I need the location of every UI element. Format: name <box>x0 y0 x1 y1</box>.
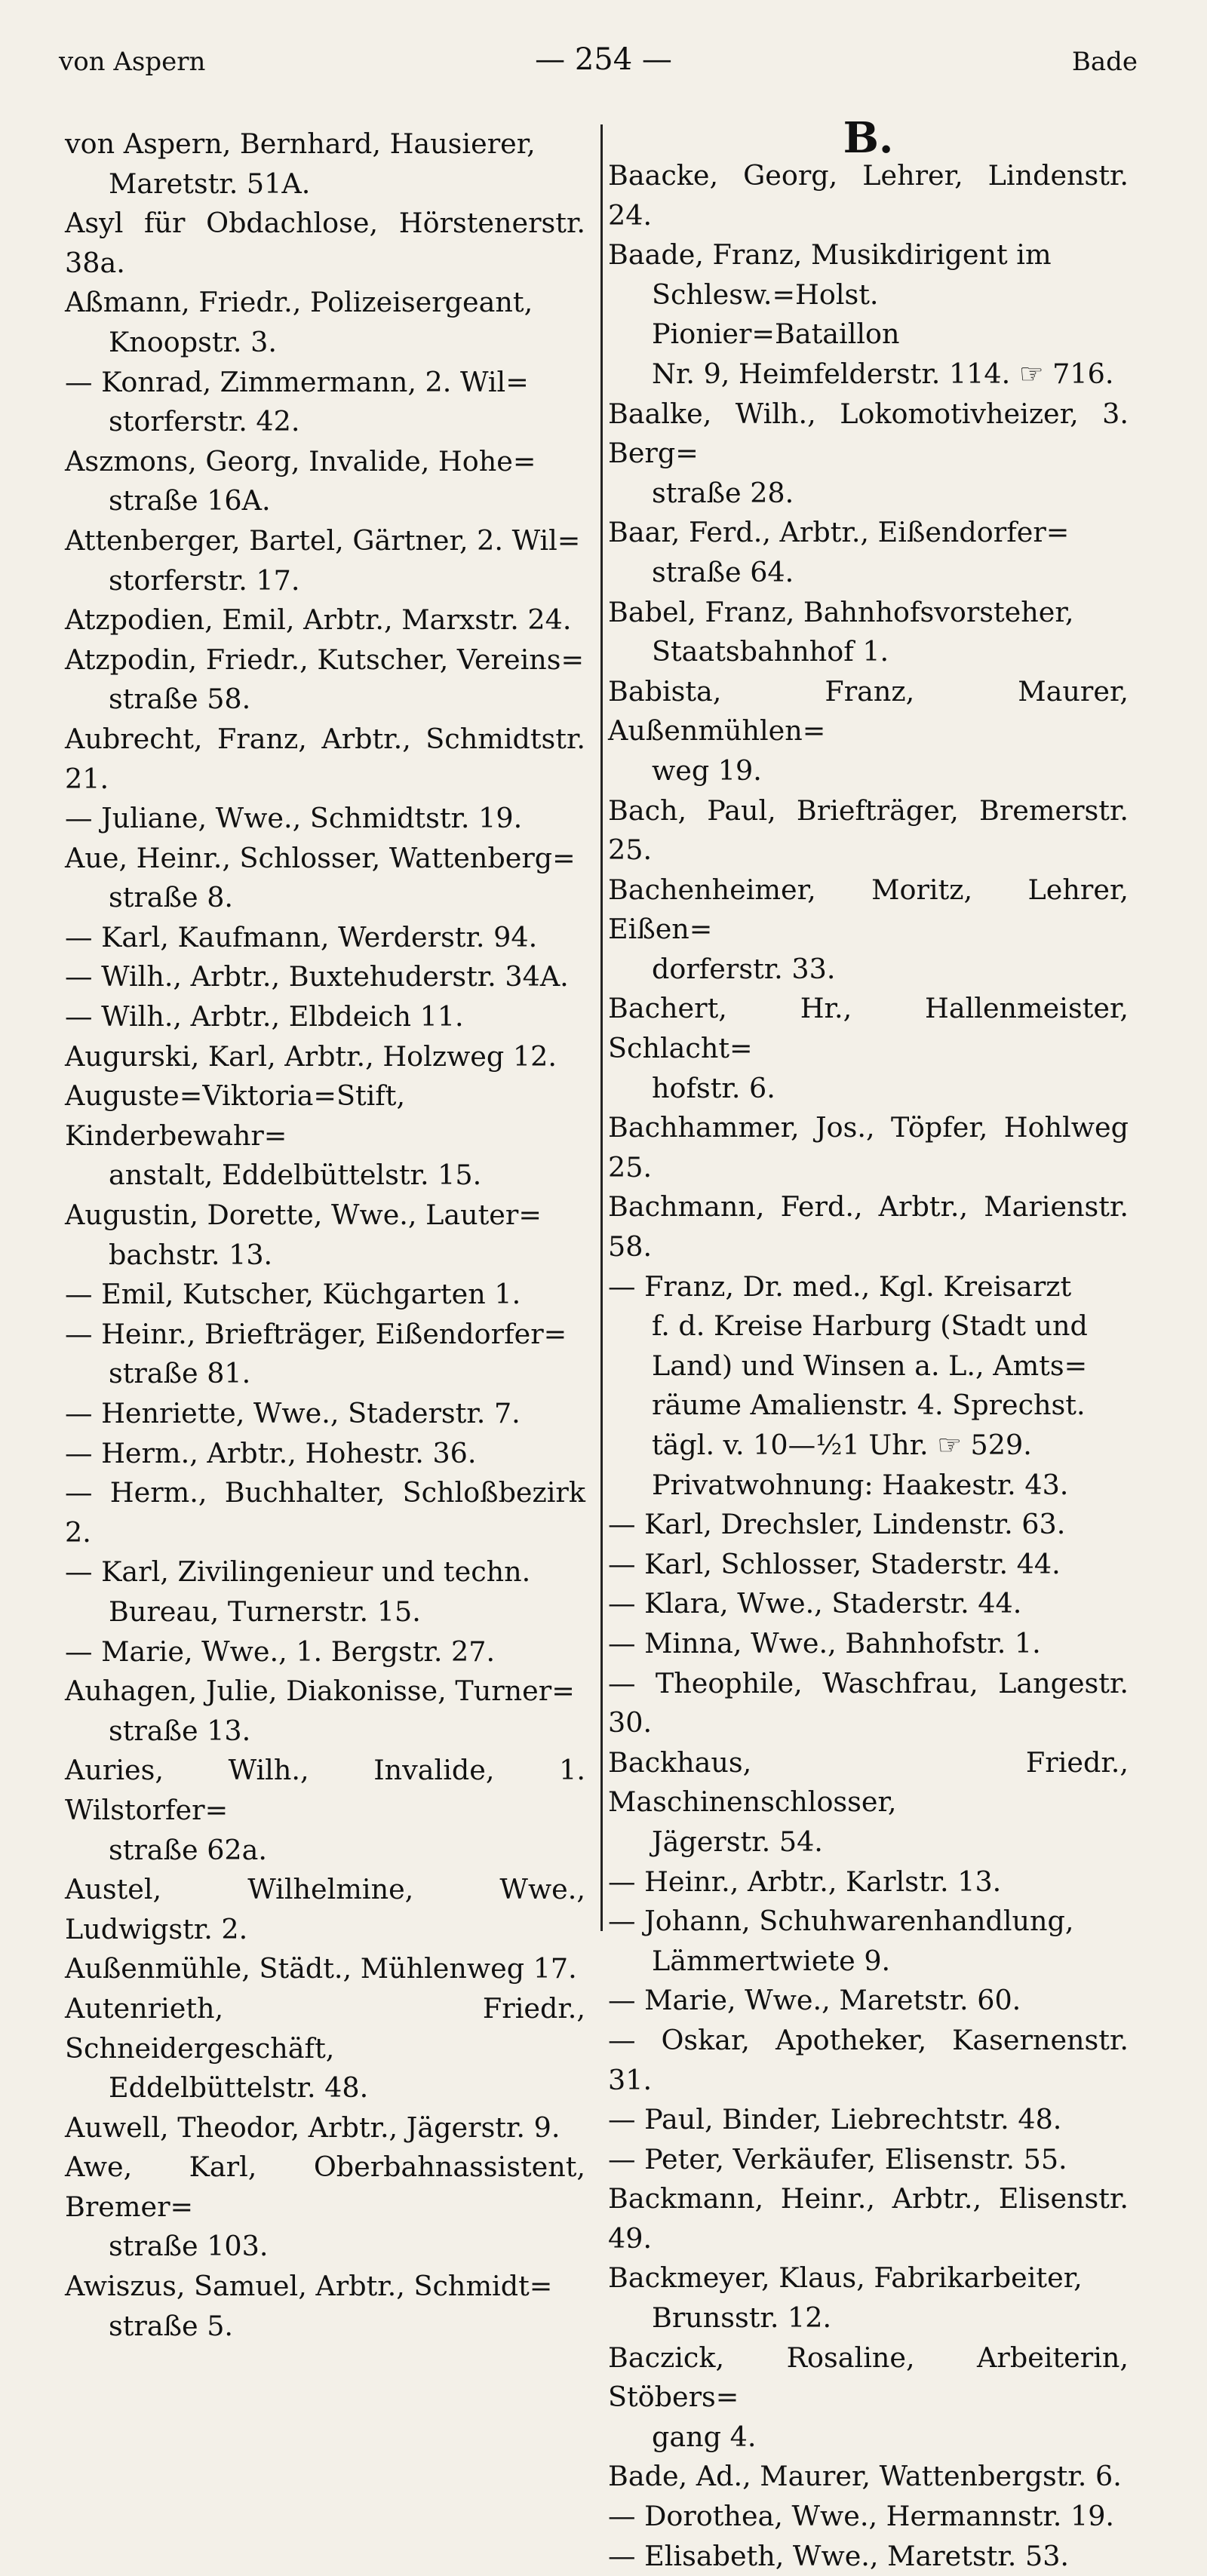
entry-continuation-line: hofstr. 6. <box>652 1071 775 1104</box>
directory-entry <box>65 1672 585 1751</box>
directory-entry <box>65 799 585 839</box>
directory-entry <box>65 2267 585 2346</box>
entry-continuation-line: straße 62a. <box>109 1833 267 1866</box>
directory-entry <box>608 1664 1129 1743</box>
entry-line: Baacke, Georg, Lehrer, Lindenstr. 24. <box>608 159 1129 232</box>
entry-line: — Herm., Arbtr., Hohestr. 36. <box>65 1436 477 1469</box>
entry-line: Augurski, Karl, Arbtr., Holzweg 12. <box>65 1039 557 1073</box>
entry-continuation-line: Land) und Winsen a. L., Amts= <box>652 1349 1088 1382</box>
entry-line: Baalke, Wilh., Lokomotivheizer, 3. Berg= <box>608 397 1129 470</box>
entry-continuation-line: Eddelbüttelstr. 48. <box>109 2071 369 2105</box>
directory-entry <box>65 283 585 362</box>
directory-entry <box>608 1108 1129 1187</box>
entry-line: Atzpodin, Friedr., Kutscher, Vereins= <box>65 643 585 676</box>
directory-entry <box>65 720 585 799</box>
entry-line: — Herm., Buchhalter, Schloßbezirk 2. <box>65 1476 585 1549</box>
entry-line: Auhagen, Julie, Diakonisse, Turner= <box>65 1675 575 1708</box>
entry-continuation-line: straße 13. <box>109 1714 251 1747</box>
entry-line: — Konrad, Zimmermann, 2. Wil= <box>65 365 529 398</box>
directory-entry <box>65 1552 585 1632</box>
entry-line: — Marie, Wwe., Maretstr. 60. <box>608 1984 1021 2017</box>
directory-entry <box>65 1434 585 1474</box>
directory-entry <box>65 839 585 918</box>
entry-line: — Wilh., Arbtr., Buxtehuderstr. 34A. <box>65 960 569 993</box>
directory-entry <box>65 1196 585 1275</box>
entry-continuation-line: Privatwohnung: Haakestr. 43. <box>652 1468 1069 1501</box>
entry-continuation-line: straße 58. <box>109 683 251 716</box>
directory-entry <box>608 2021 1129 2100</box>
directory-entry <box>65 1949 585 1989</box>
directory-entry <box>65 1473 585 1552</box>
directory-entry <box>608 156 1129 235</box>
directory-entry <box>65 1037 585 1077</box>
directory-entry <box>65 521 585 600</box>
directory-entry <box>608 672 1129 791</box>
entry-line: Augustin, Dorette, Wwe., Lauter= <box>65 1199 542 1232</box>
entry-line: — Johann, Schuhwarenhandlung, <box>608 1905 1074 1938</box>
directory-entry <box>608 2179 1129 2258</box>
entry-line: Bach, Paul, Briefträger, Bremerstr. 25. <box>608 794 1129 867</box>
entry-continuation-line: straße 81. <box>109 1357 251 1390</box>
entry-line: — Henriette, Wwe., Staderstr. 7. <box>65 1397 521 1429</box>
entry-line: — Elisabeth, Wwe., Maretstr. 53. <box>608 2539 1070 2572</box>
entry-line: — Dorothea, Wwe., Hermannstr. 19. <box>608 2500 1115 2533</box>
entry-continuation-line: storferstr. 42. <box>109 405 300 438</box>
directory-entry <box>608 235 1129 394</box>
entry-line: Attenberger, Bartel, Gärtner, 2. Wil= <box>65 523 581 557</box>
entry-continuation-line: gang 4. <box>652 2420 757 2453</box>
directory-entry <box>608 791 1129 870</box>
entry-line: — Theophile, Waschfrau, Langestr. 30. <box>608 1666 1129 1739</box>
entry-line: Auwell, Theodor, Arbtr., Jägerstr. 9. <box>65 2111 561 2144</box>
entry-line: — Minna, Wwe., Bahnhofstr. 1. <box>608 1626 1041 1660</box>
directory-entry <box>65 1275 585 1315</box>
entry-line: Außenmühle, Städt., Mühlenweg 17. <box>65 1952 577 1985</box>
directory-entry <box>608 2457 1129 2497</box>
entry-continuation-line: Schlesw.=Holst. Pionier=Bataillon <box>652 278 900 351</box>
directory-entry <box>65 1076 585 1196</box>
entry-line: Backmann, Heinr., Arbtr., Elisenstr. 49. <box>608 2182 1129 2255</box>
directory-entry <box>608 989 1129 1108</box>
directory-entry <box>65 957 585 997</box>
directory-entry <box>65 1315 585 1394</box>
entry-line: Bachenheimer, Moritz, Lehrer, Eißen= <box>608 873 1129 946</box>
entry-line: — Marie, Wwe., 1. Bergstr. 27. <box>65 1635 496 1668</box>
entry-line: Autenrieth, Friedr., Schneidergeschäft, <box>65 1991 585 2065</box>
directory-entry <box>65 1989 585 2108</box>
entry-continuation-line: Brunsstr. 12. <box>652 2301 832 2335</box>
running-head-left: von Aspern <box>59 47 206 77</box>
directory-entry <box>65 204 585 283</box>
directory-entry <box>608 2140 1129 2180</box>
entry-line: Austel, Wilhelmine, Wwe., Ludwigstr. 2. <box>65 1873 585 1945</box>
entry-continuation-line: Staatsbahnhof 1. <box>652 635 889 668</box>
directory-entry <box>608 2258 1129 2338</box>
entry-line: — Heinr., Briefträger, Eißendorfer= <box>65 1317 567 1350</box>
directory-entry <box>608 2537 1129 2576</box>
entry-continuation-line: storferstr. 17. <box>109 563 300 597</box>
entry-line: — Karl, Zivilingenieur und techn. <box>65 1555 531 1589</box>
entry-continuation-line: f. d. Kreise Harburg (Stadt und <box>652 1309 1088 1343</box>
entry-line: Auguste=Viktoria=Stift, Kinderbewahr= <box>65 1079 406 1152</box>
entry-continuation-line: Lämmertwiete 9. <box>652 1944 891 1977</box>
directory-entry <box>608 1981 1129 2021</box>
column-divider <box>600 124 603 1931</box>
directory-entry <box>65 640 585 720</box>
entry-line: Baade, Franz, Musikdirigent im <box>608 238 1052 272</box>
entry-line: Aue, Heinr., Schlosser, Wattenberg= <box>65 841 576 874</box>
entry-continuation-line: räume Amalienstr. 4. Sprechst. <box>652 1389 1086 1422</box>
directory-entry <box>608 1545 1129 1585</box>
entry-line: — Emil, Kutscher, Küchgarten 1. <box>65 1278 521 1311</box>
entry-continuation-line: straße 16A. <box>109 484 271 517</box>
entry-continuation-line: straße 103. <box>109 2230 269 2263</box>
entry-line: — Klara, Wwe., Staderstr. 44. <box>608 1587 1022 1620</box>
entry-line: Babel, Franz, Bahnhofsvorsteher, <box>608 595 1074 628</box>
left-column <box>65 124 585 2346</box>
directory-entry <box>608 593 1129 672</box>
entry-continuation-line: Knoopstr. 3. <box>109 325 277 358</box>
entry-continuation-line: straße 28. <box>652 476 794 509</box>
entry-continuation-line: weg 19. <box>652 754 762 787</box>
entry-continuation-line: straße 5. <box>109 2309 234 2342</box>
entry-continuation-line: Maretstr. 51A. <box>109 167 311 200</box>
running-head-right: Bade <box>1071 47 1138 77</box>
directory-entry <box>608 2100 1129 2140</box>
entry-line: Backhaus, Friedr., Maschinenschlosser, <box>608 1745 1129 1819</box>
entry-line: — Oskar, Apotheker, Kasernenstr. 31. <box>608 2023 1129 2096</box>
entry-continuation-line: Bureau, Turnerstr. 15. <box>109 1595 421 1628</box>
directory-entry <box>608 1624 1129 1664</box>
entry-line: — Karl, Kaufmann, Werderstr. 94. <box>65 920 538 953</box>
entry-line: Bachhammer, Jos., Töpfer, Hohlweg 25. <box>608 1111 1129 1184</box>
directory-entry <box>608 2497 1129 2537</box>
entry-line: — Franz, Dr. med., Kgl. Kreisarzt <box>608 1270 1072 1303</box>
directory-entry <box>65 363 585 442</box>
entry-continuation-line: straße 8. <box>109 881 234 914</box>
entry-continuation-line: Nr. 9, Heimfelderstr. 114. ☞ 716. <box>652 357 1114 390</box>
entry-continuation-line: anstalt, Eddelbüttelstr. 15. <box>109 1159 482 1192</box>
entry-line: Bachmann, Ferd., Arbtr., Marienstr. 58. <box>608 1190 1129 1263</box>
entry-line: — Karl, Drechsler, Lindenstr. 63. <box>608 1508 1066 1541</box>
entry-line: Asyl für Obdachlose, Hörstenerstr. 38a. <box>65 207 585 279</box>
directory-entry <box>608 1267 1129 1506</box>
directory-entry <box>65 1870 585 1949</box>
directory-entry <box>65 442 585 521</box>
entry-continuation-line: Jägerstr. 54. <box>652 1825 823 1858</box>
directory-entry <box>608 513 1129 592</box>
entry-line: Aszmons, Georg, Invalide, Hohe= <box>65 444 536 477</box>
entry-line: Backmeyer, Klaus, Fabrikarbeiter, <box>608 2261 1083 2295</box>
section-letter: B. <box>843 113 894 163</box>
entry-line: — Wilh., Arbtr., Elbdeich 11. <box>65 1000 464 1033</box>
directory-entry <box>65 124 585 204</box>
entry-continuation-line: straße 64. <box>652 555 794 588</box>
entry-line: Baczick, Rosaline, Arbeiterin, Stöbers= <box>608 2341 1129 2414</box>
entry-line: Atzpodien, Emil, Arbtr., Marxstr. 24. <box>65 603 572 637</box>
directory-entry <box>65 2108 585 2148</box>
entry-continuation-line: tägl. v. 10—½1 Uhr. ☞ 529. <box>652 1429 1032 1461</box>
entry-line: — Juliane, Wwe., Schmidtstr. 19. <box>65 802 523 835</box>
right-column <box>608 113 1129 2576</box>
directory-entry <box>608 1505 1129 1545</box>
directory-entry <box>608 2338 1129 2458</box>
directory-entry <box>608 1584 1129 1624</box>
entry-line: Baar, Ferd., Arbtr., Eißendorfer= <box>608 516 1070 549</box>
directory-entry <box>608 1862 1129 1902</box>
directory-entry <box>65 2148 585 2267</box>
entry-continuation-line: bachstr. 13. <box>109 1238 273 1271</box>
directory-entry <box>65 1394 585 1434</box>
directory-entry <box>65 600 585 640</box>
entry-line: — Paul, Binder, Liebrechtstr. 48. <box>608 2103 1062 2136</box>
entry-line: — Karl, Schlosser, Staderstr. 44. <box>608 1547 1061 1580</box>
entry-line: — Heinr., Arbtr., Karlstr. 13. <box>608 1865 1002 1898</box>
entry-line: Auries, Wilh., Invalide, 1. Wilstorfer= <box>65 1754 585 1826</box>
entry-line: von Aspern, Bernhard, Hausierer, <box>65 127 536 160</box>
directory-entry <box>608 1902 1129 1981</box>
entry-line: Awe, Karl, Oberbahnassistent, Bremer= <box>65 2151 585 2223</box>
entry-line: Bade, Ad., Maurer, Wattenbergstr. 6. <box>608 2460 1122 2493</box>
entry-line: Aubrecht, Franz, Arbtr., Schmidtstr. 21. <box>65 722 585 795</box>
directory-entry <box>65 1751 585 1870</box>
directory-entry <box>608 395 1129 514</box>
directory-entry <box>65 1632 585 1672</box>
entry-line: Aßmann, Friedr., Polizeisergeant, <box>65 286 533 319</box>
entry-line: — Peter, Verkäufer, Elisenstr. 55. <box>608 2142 1067 2175</box>
entry-continuation-line: dorferstr. 33. <box>652 952 836 985</box>
entry-line: Bachert, Hr., Hallenmeister, Schlacht= <box>608 992 1129 1065</box>
directory-entry <box>65 997 585 1037</box>
directory-entry <box>608 1743 1129 1862</box>
directory-entry <box>65 918 585 958</box>
entry-line: Awiszus, Samuel, Arbtr., Schmidt= <box>65 2270 553 2303</box>
page-number: — 254 — <box>535 42 672 77</box>
entry-line: Babista, Franz, Maurer, Außenmühlen= <box>608 674 1129 748</box>
page-header <box>0 42 1207 92</box>
directory-entry <box>608 1187 1129 1267</box>
directory-entry <box>608 870 1129 990</box>
